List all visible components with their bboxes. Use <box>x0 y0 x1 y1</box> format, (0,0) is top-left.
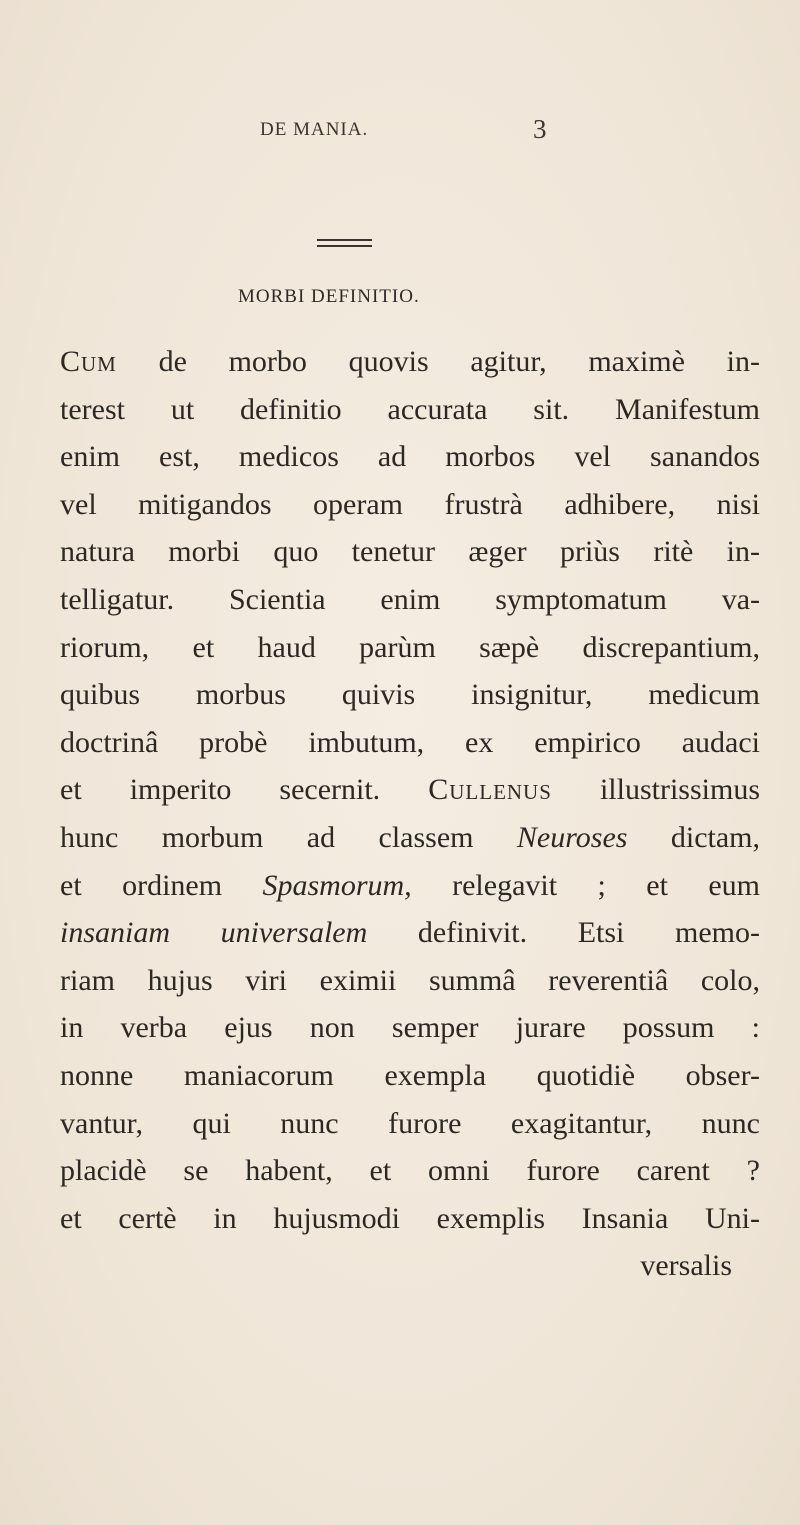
catchword: versalis <box>640 1249 732 1283</box>
section-title: MORBI DEFINITIO. <box>238 286 420 307</box>
text-line-19: et certè in hujusmodi exemplis Insania Uni- <box>60 1201 760 1235</box>
running-head: DE MANIA. <box>260 119 369 140</box>
italic-term: insaniam universalem <box>60 916 368 950</box>
text-line-13: insaniam universalem definivit. Etsi memo- <box>60 916 760 950</box>
double-rule-top <box>317 239 372 241</box>
initial-word: Cum <box>60 345 117 378</box>
author-name: Cullenus <box>428 773 552 807</box>
text-line-2: terest ut definitio accurata sit. Manifestum <box>60 392 760 426</box>
italic-term: Neuroses <box>516 820 628 854</box>
text-line-15: in verba ejus non semper jurare possum : <box>60 1011 760 1045</box>
italic-term: Spasmorum, <box>262 868 412 902</box>
body-text <box>60 338 760 1290</box>
text-line-11: hunc morbum ad classem Neuroses dictam, <box>60 820 760 854</box>
text-line-1: Cum de morbo quovis agitur, maximè in- <box>60 345 760 378</box>
page-number: 3 <box>533 114 547 144</box>
text-line-8: quibus morbus quivis insignitur, medicum <box>60 678 760 712</box>
text-line-3: enim est, medicos ad morbos vel sanandos <box>60 440 760 474</box>
text-line-16: nonne maniacorum exempla quotidiè obser- <box>60 1058 760 1092</box>
text-line-10: et imperito secernit. Cullenus illustrissimus <box>60 773 760 807</box>
text-line-7: riorum, et haud parùm sæpè discrepantium, <box>60 630 760 664</box>
text-line-12: et ordinem Spasmorum, relegavit ; et eum <box>60 868 760 902</box>
text-line-6: telligatur. Scientia enim symptomatum va- <box>60 582 760 616</box>
text-line-9: doctrinâ probè imbutum, ex empirico audaci <box>60 725 760 759</box>
double-rule-bottom <box>317 245 372 247</box>
text-line-5: natura morbi quo tenetur æger priùs ritè in- <box>60 535 760 569</box>
text-line-18: placidè se habent, et omni furore carent ? <box>60 1154 760 1188</box>
text-line-17: vantur, qui nunc furore exagitantur, nunc <box>60 1106 760 1140</box>
text-line-4: vel mitigandos operam frustrà adhibere, nisi <box>60 487 760 521</box>
text-line-14: riam hujus viri eximii summâ reverentiâ colo, <box>60 963 760 997</box>
